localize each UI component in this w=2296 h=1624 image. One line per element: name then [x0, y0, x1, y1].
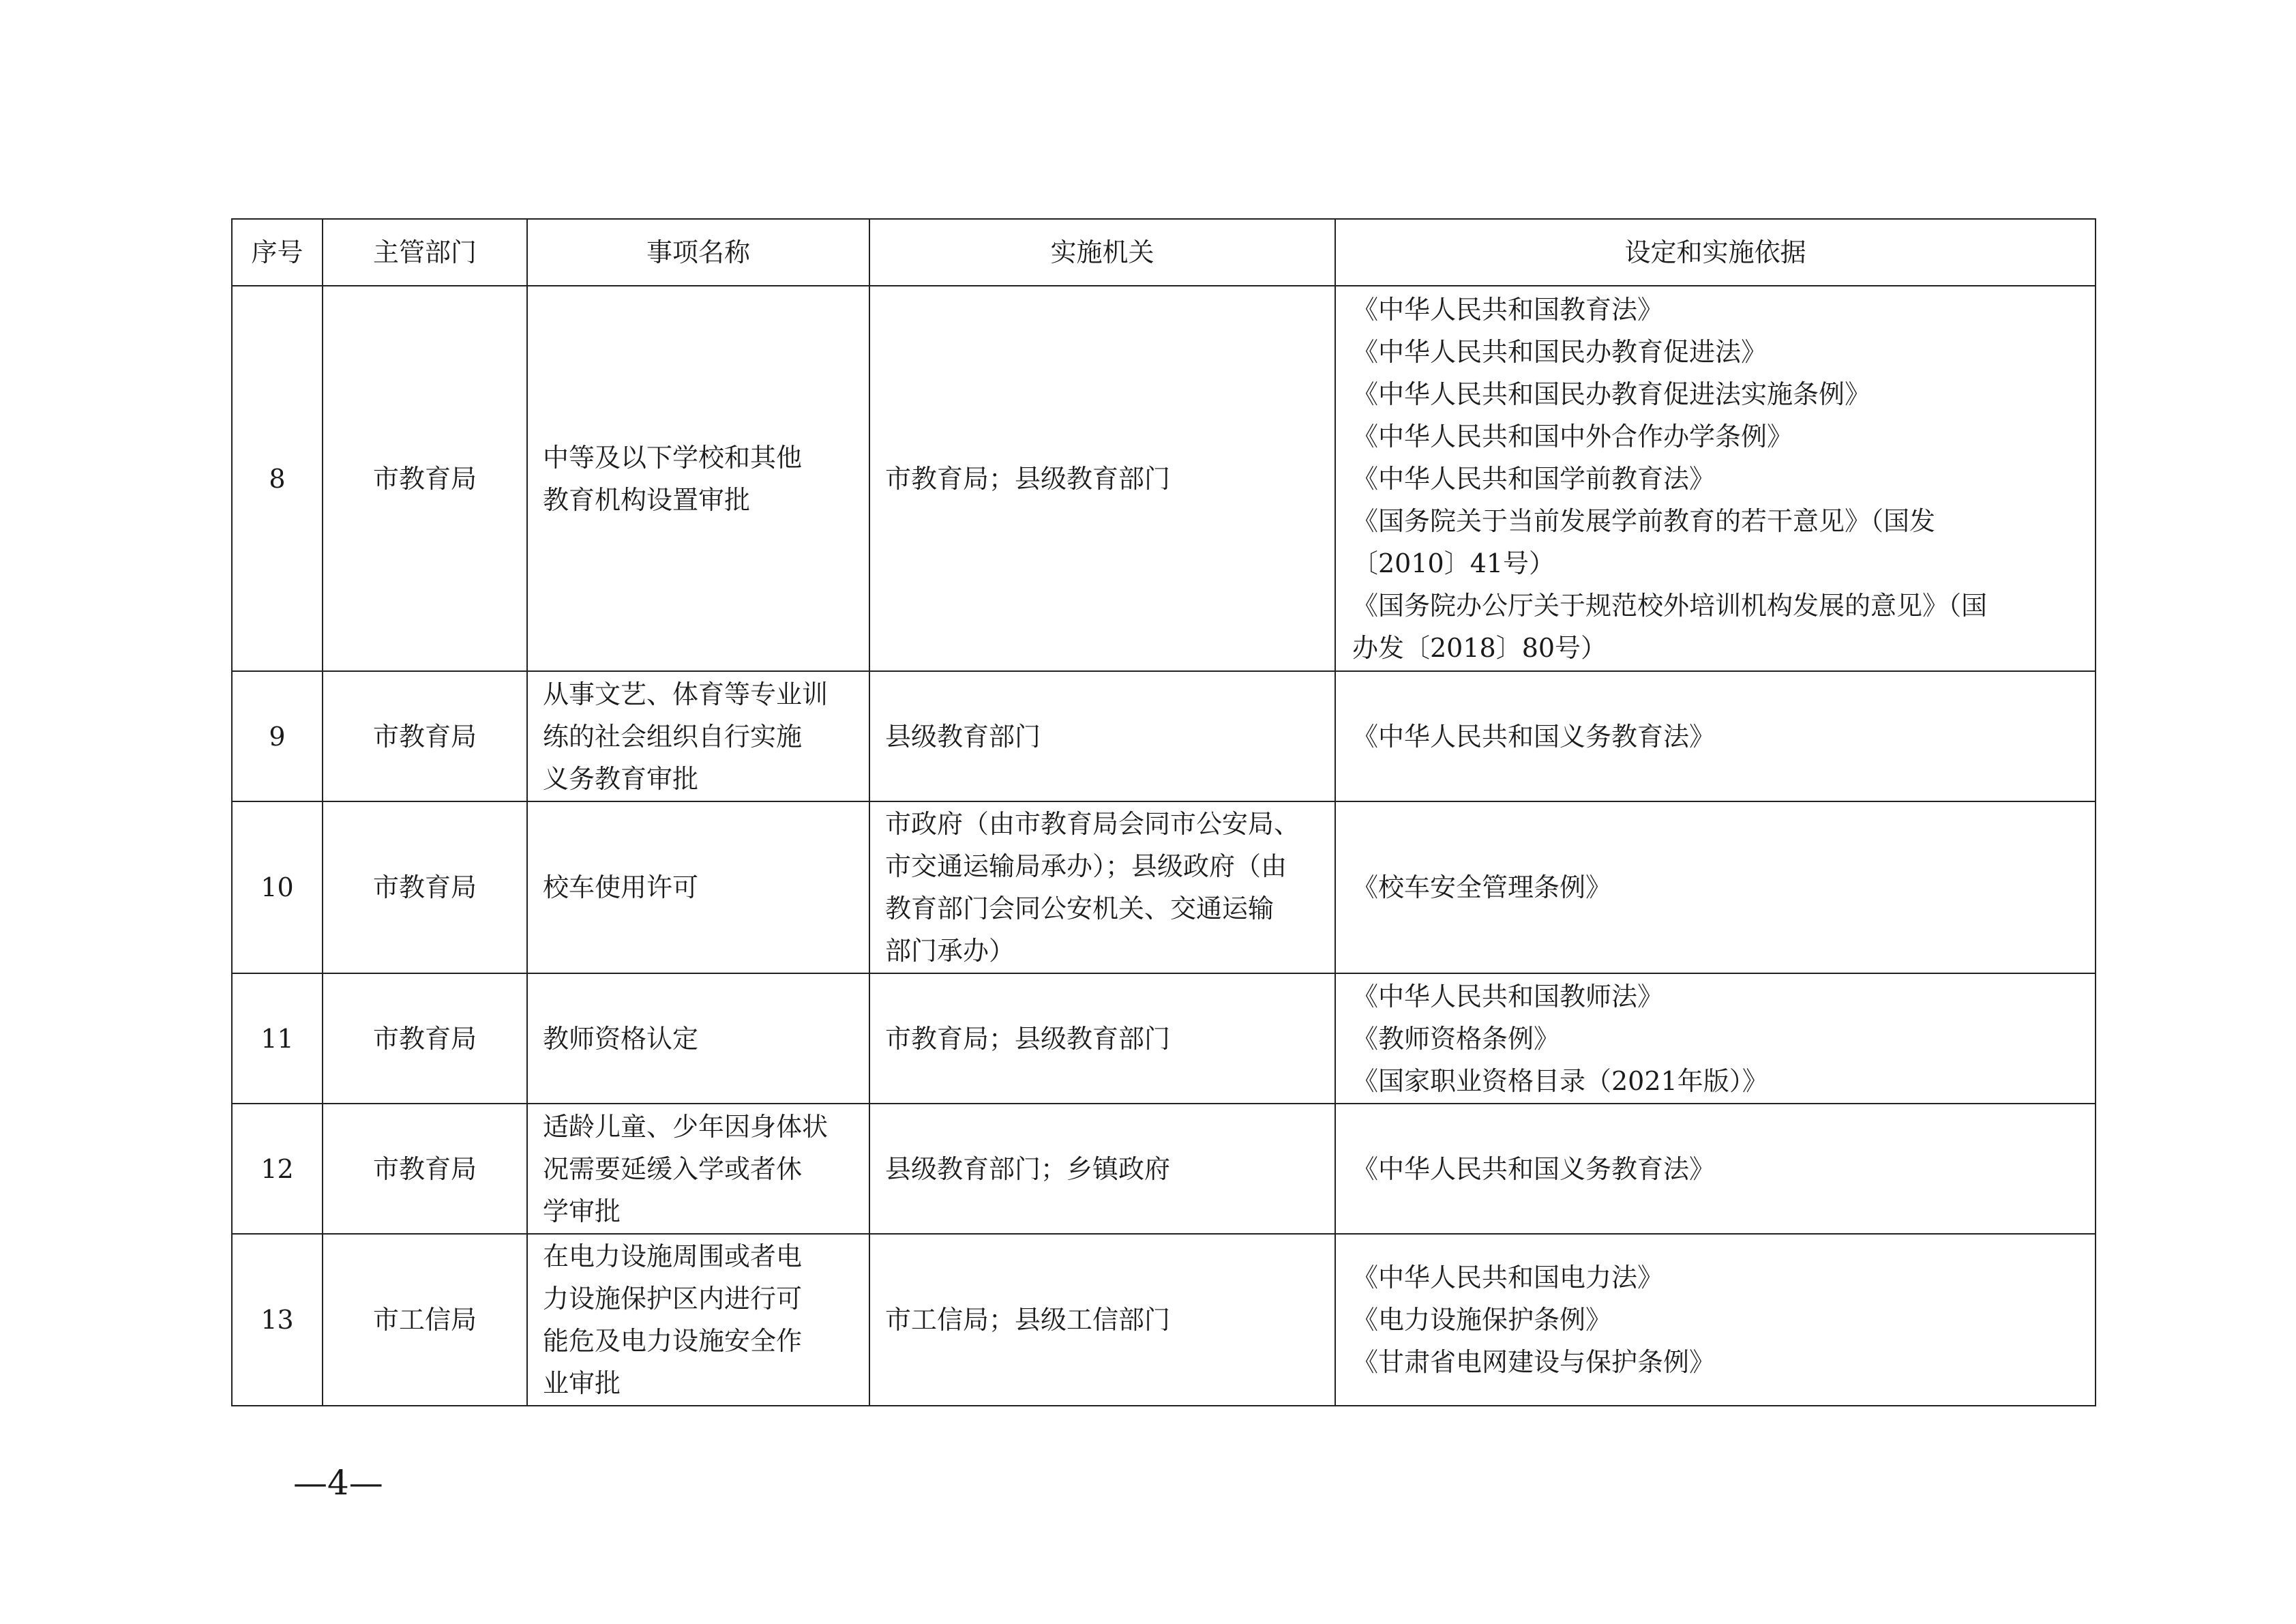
row-item — [527, 973, 869, 1104]
org-line: 市政府（由市教育局会同市公安局、 — [885, 809, 1300, 839]
header-dept: 主管部门 — [323, 219, 527, 286]
row-org — [869, 671, 1335, 801]
row-item — [527, 286, 869, 671]
item-line: 教师资格认定 — [543, 1023, 699, 1054]
row-dept: 市教育局 — [323, 973, 527, 1104]
org-line: 部门承办） — [885, 936, 1015, 966]
basis-line: 《中华人民共和国中外合作办学条例》 — [1352, 421, 1793, 452]
row-basis — [1335, 286, 2096, 671]
item-line: 适龄儿童、少年因身体状 — [543, 1111, 829, 1142]
basis-line: 《国家职业资格目录（2021年版）》 — [1352, 1065, 1768, 1096]
org-line: 县级教育部门 — [885, 721, 1041, 752]
basis-line: 《甘肃省电网建设与保护条例》 — [1352, 1347, 1716, 1377]
header-item: 事项名称 — [527, 219, 869, 286]
row-item — [527, 1234, 869, 1406]
row-item — [527, 1104, 869, 1234]
basis-line: 《教师资格条例》 — [1352, 1023, 1560, 1054]
item-line: 义务教育审批 — [543, 763, 699, 794]
table-row — [232, 671, 2096, 801]
item-line: 业审批 — [543, 1368, 621, 1398]
row-dept: 市工信局 — [323, 1234, 527, 1406]
org-line: 市交通运输局承办）；县级政府（由 — [885, 851, 1287, 881]
org-line: 市工信局；县级工信部门 — [885, 1305, 1171, 1335]
basis-line: 〔2010〕41号） — [1352, 548, 1555, 578]
header-org: 实施机关 — [869, 219, 1335, 286]
page-number: —4— — [293, 1463, 383, 1503]
basis-line: 《国务院关于当前发展学前教育的若干意见》（国发 — [1352, 505, 1936, 536]
org-line: 教育部门会同公安机关、交通运输 — [885, 894, 1274, 924]
item-line: 学审批 — [543, 1196, 621, 1226]
row-org — [869, 286, 1335, 671]
table-row — [232, 973, 2096, 1104]
basis-line: 《中华人民共和国学前教育法》 — [1352, 463, 1716, 494]
item-line: 能危及电力设施安全作 — [543, 1326, 803, 1356]
basis-line: 《国务院办公厅关于规范校外培训机构发展的意见》（国 — [1352, 590, 1988, 621]
header-basis: 设定和实施依据 — [1335, 219, 2096, 286]
approval-items-table — [231, 218, 2096, 1406]
item-line: 况需要延缓入学或者休 — [543, 1153, 803, 1184]
item-line: 校车使用许可 — [543, 872, 699, 902]
row-basis — [1335, 1234, 2096, 1406]
row-org — [869, 1234, 1335, 1406]
row-no: 12 — [232, 1104, 323, 1234]
table-row — [232, 286, 2096, 671]
org-line: 市教育局；县级教育部门 — [885, 463, 1171, 494]
basis-line: 《校车安全管理条例》 — [1352, 872, 1612, 902]
table-row — [232, 1104, 2096, 1234]
basis-line: 《中华人民共和国民办教育促进法》 — [1352, 336, 1768, 367]
table-row — [232, 1234, 2096, 1406]
row-no: 13 — [232, 1234, 323, 1406]
table-header-row — [232, 219, 2096, 286]
row-org — [869, 973, 1335, 1104]
row-org — [869, 801, 1335, 973]
basis-line: 办发〔2018〕80号） — [1352, 632, 1607, 663]
header-no: 序号 — [232, 219, 323, 286]
row-basis — [1335, 973, 2096, 1104]
table-row — [232, 801, 2096, 973]
basis-line: 《中华人民共和国义务教育法》 — [1352, 721, 1716, 752]
item-line: 从事文艺、体育等专业训 — [543, 679, 829, 709]
basis-line: 《中华人民共和国电力法》 — [1352, 1263, 1664, 1293]
item-line: 力设施保护区内进行可 — [543, 1284, 803, 1314]
row-item — [527, 671, 869, 801]
basis-line: 《电力设施保护条例》 — [1352, 1305, 1612, 1335]
row-no: 10 — [232, 801, 323, 973]
basis-line: 《中华人民共和国义务教育法》 — [1352, 1153, 1716, 1184]
row-basis — [1335, 801, 2096, 973]
org-line: 县级教育部门；乡镇政府 — [885, 1153, 1171, 1184]
row-dept: 市教育局 — [323, 801, 527, 973]
basis-line: 《中华人民共和国教育法》 — [1352, 294, 1664, 325]
row-dept: 市教育局 — [323, 1104, 527, 1234]
row-no: 9 — [232, 671, 323, 801]
row-no: 11 — [232, 973, 323, 1104]
item-line: 在电力设施周围或者电 — [543, 1241, 803, 1271]
row-no: 8 — [232, 286, 323, 671]
row-basis — [1335, 671, 2096, 801]
row-org — [869, 1104, 1335, 1234]
basis-line: 《中华人民共和国教师法》 — [1352, 981, 1664, 1012]
item-line: 教育机构设置审批 — [543, 484, 751, 515]
row-basis — [1335, 1104, 2096, 1234]
row-dept: 市教育局 — [323, 671, 527, 801]
item-line: 中等及以下学校和其他 — [543, 442, 803, 473]
row-item — [527, 801, 869, 973]
item-line: 练的社会组织自行实施 — [543, 721, 803, 752]
basis-line: 《中华人民共和国民办教育促进法实施条例》 — [1352, 379, 1871, 409]
row-dept: 市教育局 — [323, 286, 527, 671]
org-line: 市教育局；县级教育部门 — [885, 1023, 1171, 1054]
